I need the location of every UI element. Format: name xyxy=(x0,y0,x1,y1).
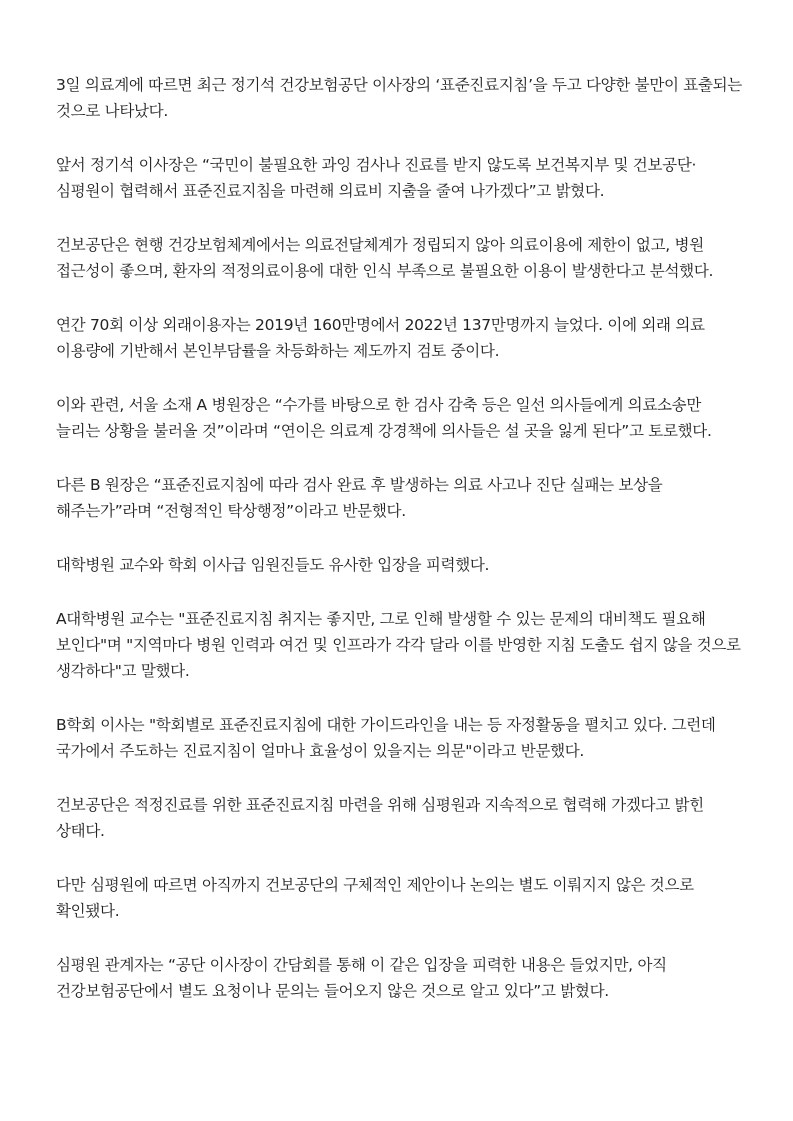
article-paragraph: 다른 B 원장은 “표준진료지침에 따라 검사 완료 후 발생하는 의료 사고나 진단 실패는 보상을 해주는가”라며 “전형적인 탁상행정”이라고 반문했다. xyxy=(56,476,663,520)
article-paragraph: B학회 이사는 "학회별로 표준진료지침에 대한 가이드라인을 내는 등 자정활동을 펼치고 있다. 그런데 국가에서 주도하는 진료지침이 얼마나 효율성이 있을지는 의문"이라고 반문했다. xyxy=(56,716,716,760)
article-paragraph: 앞서 정기석 이사장은 “국민이 불필요한 과잉 검사나 진료를 받지 않도록 보건복지부 및 건보공단·심평원이 협력해서 표준진료지침을 마련해 의료비 지출을 줄여 나가겠다”고 밝혔다. xyxy=(56,156,697,200)
article-paragraph: 이와 관련, 서울 소재 A 병원장은 “수가를 바탕으로 한 검사 감축 등은 일선 의사들에게 의료소송만 늘리는 상황을 불러올 것”이라며 “연이은 의료계 강경책에 의사들은 설 곳을 잃게 된다”고 토로했다. xyxy=(56,396,712,440)
article-paragraph: 건보공단은 현행 건강보험체계에서는 의료전달체계가 정립되지 않아 의료이용에 제한이 없고, 병원 접근성이 좋으며, 환자의 적정의료이용에 대한 인식 부족으로 불필요한 이용이 발생한다고 분석했다. xyxy=(56,236,714,280)
article-paragraph: 연간 70회 이상 외래이용자는 2019년 160만명에서 2022년 137만명까지 늘었다. 이에 외래 의료 이용량에 기반해서 본인부담률을 차등화하는 제도까지 검토 중이다. xyxy=(56,316,705,360)
article-paragraph: 대학병원 교수와 학회 이사급 임원진들도 유사한 입장을 피력했다. xyxy=(56,556,490,574)
article-paragraph: 심평원 관계자는 “공단 이사장이 간담회를 통해 이 같은 입장을 피력한 내용은 들었지만, 아직 건강보험공단에서 별도 요청이나 문의는 들어오지 않은 것으로 알고 있다”고 밝혔다. xyxy=(56,956,667,1000)
article-body xyxy=(56,72,746,1032)
article-paragraph: 다만 심평원에 따르면 아직까지 건보공단의 구체적인 제안이나 논의는 별도 이뤄지지 않은 것으로 확인됐다. xyxy=(56,876,694,920)
article-paragraph: A대학병원 교수는 "표준진료지침 취지는 좋지만, 그로 인해 발생할 수 있는 문제의 대비책도 필요해 보인다"며 "지역마다 병원 인력과 여건 및 인프라가 각각 달라 이를 반영한 지침 도출도 쉽지 않을 것으로 생각하다"고 말했다. xyxy=(56,610,741,680)
article-paragraph: 3일 의료계에 따르면 최근 정기석 건강보험공단 이사장의 ‘표준진료지침’을 두고 다양한 불만이 표출되는 것으로 나타났다. xyxy=(56,76,742,120)
article-paragraph: 건보공단은 적정진료를 위한 표준진료지침 마련을 위해 심평원과 지속적으로 협력해 가겠다고 밝힌 상태다. xyxy=(56,796,704,840)
